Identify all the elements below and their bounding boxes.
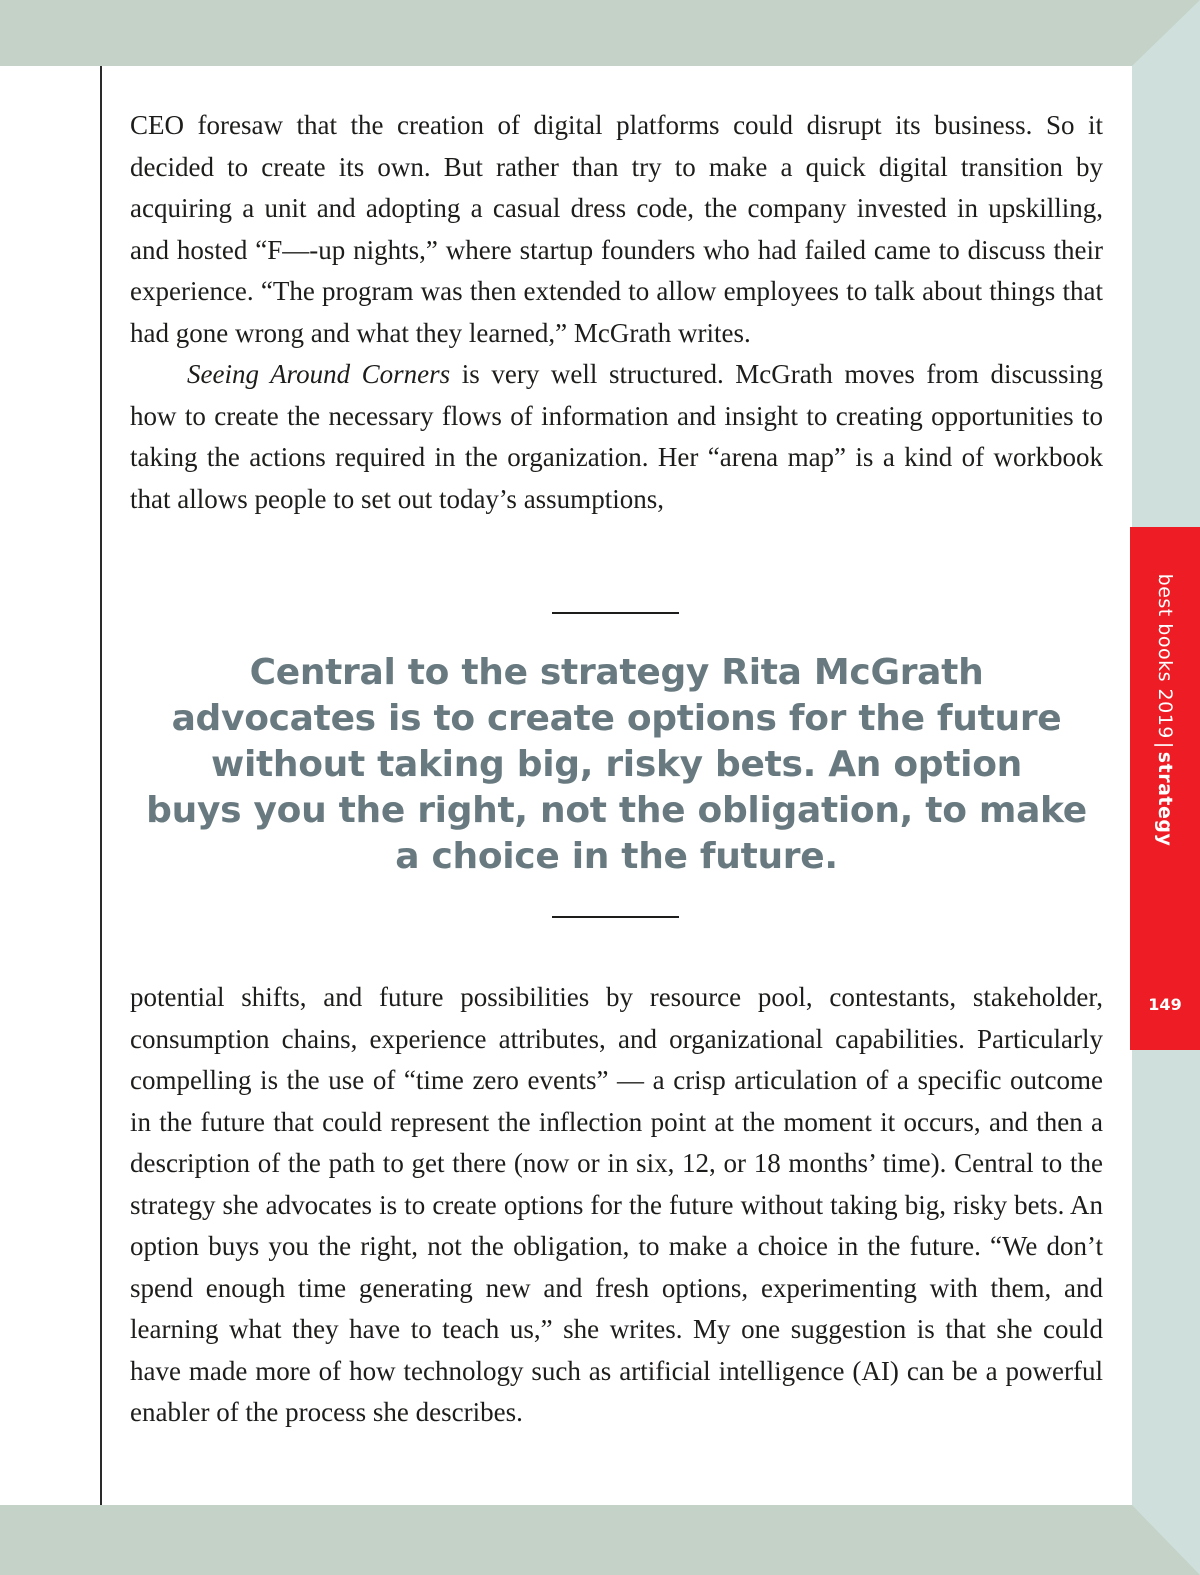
margin-rule — [100, 66, 102, 1505]
pull-quote-line: without taking big, risky bets. An option — [211, 744, 1022, 785]
paragraph-3: potential shifts, and future possibilities by resource pool, contestants, stakeholder, consumption chains, experience attributes, and organizational capabilities. Particularly compelling is the use of “time zero events” — a crisp articulation of a specific outcome in the future that could represent the inflection point at the moment it occurs, and then a description of the path to get there (now or in six, 12, or 18 months’ time). Central to the strategy she advocates is to create options for the future without taking big, risky bets. An option buys you the right, not the obligation, to make a choice in the future. “We don’t spend enough time generating new and fresh options, experimenting with them, and learning what they have to teach us,” she writes. My one suggestion is that she could have made more of how technology such as artificial intelligence (AI) can be a powerful enabler of the process she describes. — [130, 982, 1103, 1427]
section-name: strategy — [1154, 751, 1176, 847]
pull-quote-rule-bottom — [552, 916, 679, 918]
pull-quote-line: a choice in the future. — [395, 836, 838, 877]
section-prefix: best books 2019 — [1154, 573, 1176, 739]
pull-quote — [130, 650, 1103, 880]
section-separator: | — [1154, 741, 1176, 749]
pull-quote-line: advocates is to create options for the future — [171, 698, 1062, 739]
paragraph-2-text: is very well structured. McGrath moves from discussing how to create the necessary flows of information and insight to creating opportunities to taking the actions required in the organization. Her “arena map” is a kind of workbook that allows people to set out today’s assumptions, — [130, 359, 1103, 514]
body-text-upper — [130, 105, 1103, 520]
book-title: Seeing Around Corners — [187, 359, 451, 389]
pull-quote-rule-top — [552, 612, 679, 614]
pull-quote-line: buys you the right, not the obligation, to make — [146, 790, 1087, 831]
section-label — [1154, 574, 1176, 847]
paragraph-2 — [130, 354, 1103, 520]
paragraph-1: CEO foresaw that the creation of digital platforms could disrupt its business. So it decided to create its own. But rather than try to make a quick digital transition by acquiring a unit and adopting a casual dress code, the company invested in upskilling, and hosted “F—-up nights,” where startup founders who had failed came to discuss their experience. “The program was then extended to allow employees to talk about things that had gone wrong and what they learned,” McGrath writes. — [130, 110, 1103, 348]
pull-quote-line: Central to the strategy Rita McGrath — [249, 652, 984, 693]
page-number: 149 — [1148, 995, 1182, 1014]
body-text-lower — [130, 977, 1103, 1434]
top-corner-bevel — [1132, 0, 1200, 66]
bottom-corner-bevel — [1132, 1505, 1200, 1575]
